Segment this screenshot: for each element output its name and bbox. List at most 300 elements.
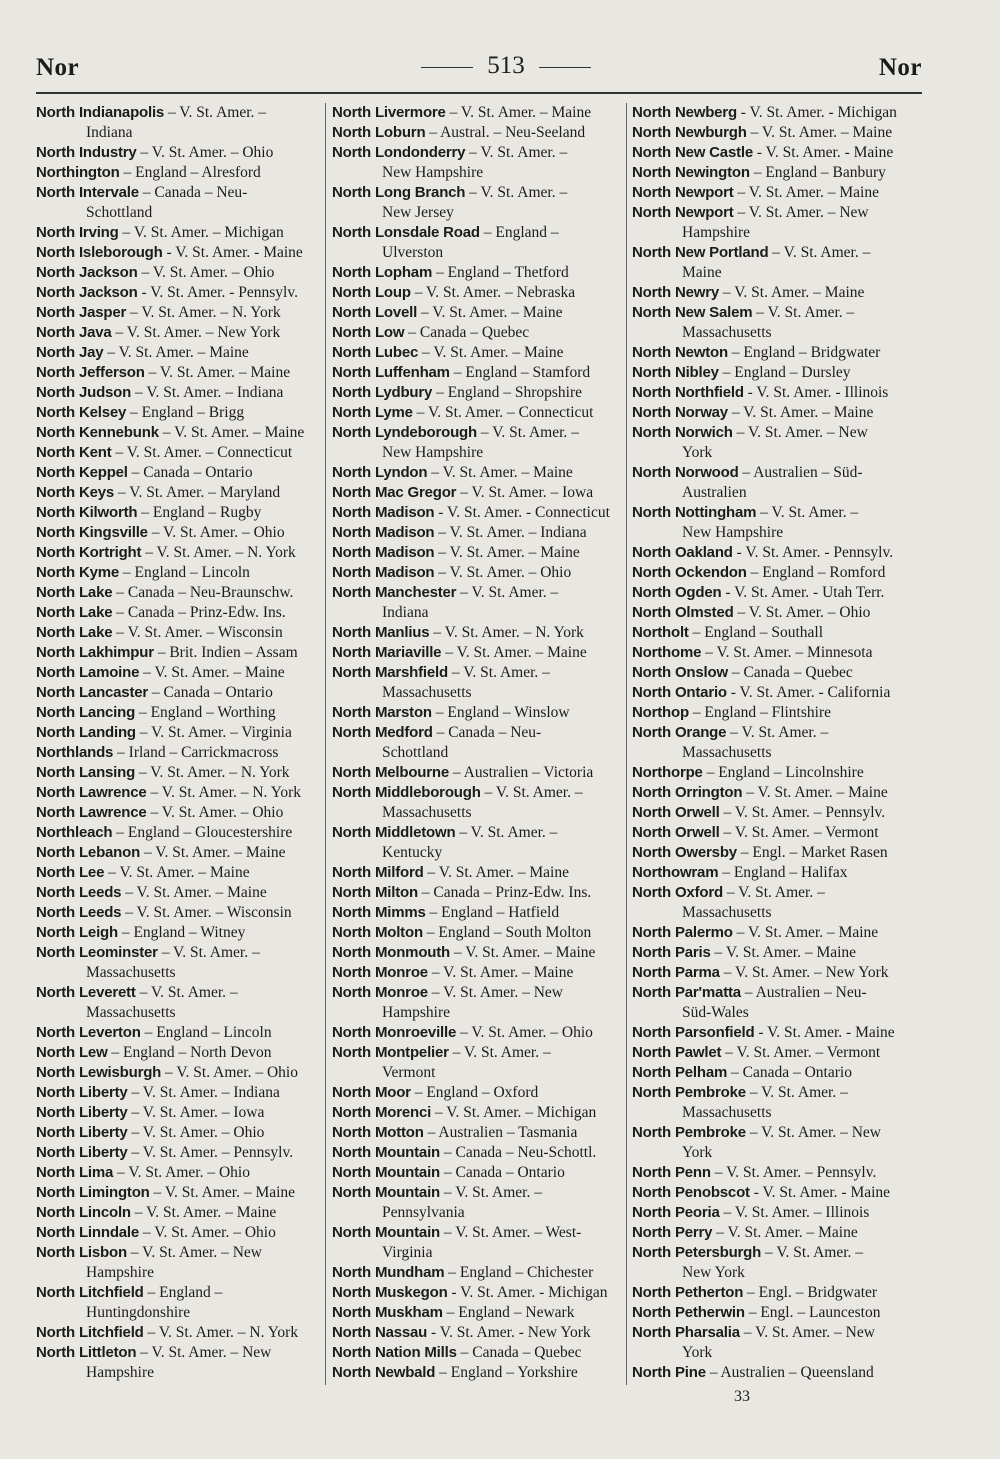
place-name: North Monroeville [332, 1024, 457, 1041]
place-location: – V. St. Amer. – Ohio [113, 1164, 250, 1181]
page-number: 513 [487, 52, 525, 79]
list-item [632, 163, 922, 183]
list-item [36, 363, 326, 383]
list-item [632, 843, 922, 863]
place-name: North Jay [36, 344, 104, 361]
list-item [332, 183, 622, 223]
place-name: North New Portland [632, 244, 769, 261]
list-item [332, 703, 622, 723]
place-location: - V. St. Amer. - Maine [753, 144, 894, 161]
place-name: North Pawlet [632, 1044, 722, 1061]
place-location: – V. St. Amer. – N. York [143, 1324, 299, 1341]
place-location: – V. St. Amer. – [465, 184, 568, 201]
place-location: – V. St. Amer. – [477, 424, 579, 441]
place-name: North Pelham [632, 1064, 728, 1081]
place-name: North Isleborough [36, 244, 163, 261]
place-location: – V. St. Amer. – Connecticut [111, 444, 293, 461]
place-location: – V. St. Amer. – Ohio [161, 1064, 298, 1081]
list-item [36, 143, 326, 163]
place-name: North Orwell [632, 804, 720, 821]
place-location: – V. St. Amer. – [440, 1184, 542, 1201]
list-item [36, 1183, 326, 1203]
place-name: North Monroe [332, 964, 428, 981]
list-item [36, 883, 326, 903]
place-name: North Newport [632, 204, 734, 221]
list-item [632, 283, 922, 303]
place-name: North Lydbury [332, 384, 433, 401]
place-location: – Irland – Carrickmacross [113, 744, 279, 761]
place-name: North Oakland [632, 544, 733, 561]
place-location-continuation: New Hampshire [382, 444, 484, 461]
place-name: North Jackson [36, 284, 138, 301]
place-location-continuation: Huntingdonshire [86, 1304, 191, 1321]
place-name: North Lake [36, 624, 113, 641]
list-item [36, 243, 326, 263]
place-name: North Mountain [332, 1144, 441, 1161]
column-2 [332, 103, 622, 1383]
list-item [632, 623, 922, 643]
place-location: – V. St. Amer. – N. York [429, 624, 584, 641]
place-location: – V. St. Amer. – [157, 944, 260, 961]
place-name: North Middletown [332, 824, 456, 841]
place-location: – V. St. Amer. – Indiana [434, 524, 587, 541]
place-location: – V. St. Amer. – Pennsylv. [127, 1144, 294, 1161]
place-location: – Canada – Ontario [127, 464, 253, 481]
place-name: North Nottingham [632, 504, 757, 521]
place-location: – V. St. Amer. – Maine [733, 184, 879, 201]
place-location: – V. St. Amer. – Maine [149, 1184, 296, 1201]
list-item [36, 483, 326, 503]
place-name: North Norwood [632, 464, 739, 481]
list-item [36, 843, 326, 863]
place-location: – V. St. Amer. – N. York [141, 544, 296, 561]
place-name: North Kilworth [36, 504, 138, 521]
place-location: – Australien – Süd- [738, 464, 863, 481]
place-location: – V. St. Amer. – Maine [450, 944, 596, 961]
place-location: – England – Romford [746, 564, 886, 581]
place-name: North Londonderry [332, 144, 466, 161]
list-item [632, 543, 922, 563]
place-location: – V. St. Amer. – Iowa [456, 484, 594, 501]
list-item [632, 203, 922, 243]
place-location-continuation: Australien [682, 484, 747, 501]
place-name: North Loburn [332, 124, 426, 141]
list-item [36, 743, 326, 763]
place-location: – England – Shropshire [432, 384, 583, 401]
list-item [332, 963, 622, 983]
place-location: - V. St. Amer. - Utah Terr. [721, 584, 885, 601]
place-location-continuation: New York [682, 1264, 745, 1281]
place-name: North Loup [332, 284, 411, 301]
place-location: – England – Gloucestershire [112, 824, 293, 841]
place-location-continuation: Pennsylvania [382, 1204, 465, 1221]
list-item [36, 803, 326, 823]
place-location-continuation: Massachusetts [382, 804, 472, 821]
place-location: – England – Halifax [718, 864, 848, 881]
place-location: – V. St. Amer. – Maine [427, 464, 573, 481]
list-item [632, 1363, 922, 1383]
place-location: – V. St. Amer. – Maine [732, 924, 879, 941]
list-item [632, 783, 922, 803]
list-item [36, 463, 326, 483]
place-location: – V. St. Amer. – New [136, 1344, 272, 1361]
place-name: North Litchfield [36, 1284, 144, 1301]
place-name: North Mimms [332, 904, 426, 921]
list-item [36, 1243, 326, 1283]
place-name: North Molton [332, 924, 423, 941]
place-location: – England – Yorkshire [435, 1364, 578, 1381]
place-name: North Petherwin [632, 1304, 745, 1321]
place-location: – England – Rugby [137, 504, 262, 521]
place-location: – Canada – Ontario [440, 1164, 565, 1181]
place-location: – V. St. Amer. – Maine [417, 304, 563, 321]
place-location-continuation: New Hampshire [682, 524, 784, 541]
place-location-continuation: York [682, 1144, 713, 1161]
list-item [632, 503, 922, 543]
list-item [332, 623, 622, 643]
list-item [332, 1083, 622, 1103]
place-location: – England – Witney [117, 924, 246, 941]
place-location-continuation: Schottland [86, 204, 153, 221]
list-item [36, 923, 326, 943]
signature-mark: 33 [734, 1388, 750, 1405]
place-name: North Lyndeborough [332, 424, 477, 441]
list-item [632, 1223, 922, 1243]
place-location-continuation: Massachusetts [682, 1104, 772, 1121]
list-item [632, 983, 922, 1023]
list-item [632, 1043, 922, 1063]
place-name: North Parsonfield [632, 1024, 755, 1041]
place-name: North Leominster [36, 944, 158, 961]
place-name: North Manchester [332, 584, 457, 601]
list-item [632, 643, 922, 663]
list-item [632, 463, 922, 503]
place-location: – V. St. Amer. – Virginia [135, 724, 292, 741]
place-location: – V. St. Amer. – [135, 984, 238, 1001]
place-location: – V. St. Amer. – [768, 244, 871, 261]
place-location: – V. St. Amer. – New [739, 1324, 875, 1341]
list-item [332, 343, 622, 363]
place-name: North Livermore [332, 104, 446, 121]
place-location: – England – Banbury [749, 164, 886, 181]
place-location: – V. St. Amer. – Wisconsin [112, 624, 283, 641]
place-location: - V. St. Amer. - Connecticut [434, 504, 610, 521]
list-item [36, 943, 326, 983]
place-name: North Irving [36, 224, 119, 241]
place-name: North Newton [632, 344, 728, 361]
place-name: North Pembroke [632, 1084, 746, 1101]
place-location: – V. St. Amer. – Pennsylv. [710, 1164, 877, 1181]
place-name: North Lima [36, 1164, 114, 1181]
list-item [632, 123, 922, 143]
place-name: North Newry [632, 284, 719, 301]
place-name: North Palermo [632, 924, 733, 941]
place-location: – England – Chichester [444, 1264, 594, 1281]
list-item [332, 143, 622, 183]
place-location-continuation: Massachusetts [86, 1004, 176, 1021]
list-item [632, 103, 922, 123]
list-item [36, 223, 326, 243]
list-item [332, 823, 622, 863]
list-item [36, 1343, 326, 1383]
place-location: – Canada – Neu- [138, 184, 248, 201]
list-item [332, 323, 622, 343]
place-name: North Lyndon [332, 464, 428, 481]
place-location: – Engl. – Market Rasen [736, 844, 888, 861]
list-item [36, 443, 326, 463]
place-location: – V. St. Amer. – Connecticut [412, 404, 594, 421]
place-location: – Canada – Neu- [432, 724, 542, 741]
place-location: – V. St. Amer. – Ohio [434, 564, 572, 581]
list-item [36, 583, 326, 603]
place-name: North Northfield [632, 384, 744, 401]
place-location: – V. St. Amer. – [726, 724, 829, 741]
place-location: – V. St. Amer. – Nebraska [410, 284, 576, 301]
place-name: North Lake [36, 584, 113, 601]
list-item [632, 883, 922, 923]
list-item [332, 503, 622, 523]
place-location-continuation: Hampshire [682, 224, 751, 241]
place-name: North Lawrence [36, 804, 147, 821]
list-item [36, 663, 326, 683]
list-item [632, 603, 922, 623]
place-location: – V. St. Amer. – [455, 824, 558, 841]
place-location: – Australien – Victoria [449, 764, 594, 781]
place-name: North Liberty [36, 1124, 128, 1141]
place-location: – V. St. Amer. – Pennsylv. [719, 804, 886, 821]
list-item [36, 1083, 326, 1103]
place-name: North Manlius [332, 624, 430, 641]
place-location-continuation: Massachusetts [382, 684, 472, 701]
list-item [632, 143, 922, 163]
place-name: North Newington [632, 164, 750, 181]
place-name: North Melbourne [332, 764, 449, 781]
place-location: – England – Bridgwater [727, 344, 881, 361]
list-item [36, 643, 326, 663]
list-item [632, 863, 922, 883]
list-item [632, 823, 922, 843]
place-name: North Monroe [332, 984, 428, 1001]
list-item [332, 223, 622, 263]
place-name: North Mac Gregor [332, 484, 457, 501]
place-location: – V. St. Amer. – New [427, 984, 563, 1001]
place-location: – V. St. Amer. – [722, 884, 825, 901]
list-item [332, 1043, 622, 1083]
place-name: North Newberg [632, 104, 737, 121]
place-name: North Parma [632, 964, 720, 981]
place-location: – V. St. Amer. – Ohio [146, 804, 284, 821]
list-item [36, 863, 326, 883]
list-item [36, 623, 326, 643]
list-item [332, 483, 622, 503]
place-name: North Oxford [632, 884, 723, 901]
list-item [632, 583, 922, 603]
place-name: North Lincoln [36, 1204, 131, 1221]
place-name: North Madison [332, 544, 435, 561]
list-item [632, 663, 922, 683]
place-location: – V. St. Amer. – Ohio [127, 1124, 265, 1141]
place-location: – V. St. Amer. – Ohio [733, 604, 871, 621]
column-3 [632, 103, 922, 1383]
list-item [332, 1323, 622, 1343]
place-location: – England – Alresford [119, 164, 261, 181]
place-name: North New Salem [632, 304, 753, 321]
place-name: North Ockendon [632, 564, 747, 581]
place-location-continuation: Massachusetts [682, 904, 772, 921]
place-name: North Liberty [36, 1144, 128, 1161]
place-location: – Canada – Quebec [456, 1344, 582, 1361]
place-location: – Canada – Ontario [727, 1064, 852, 1081]
place-location-continuation: Indiana [86, 124, 133, 141]
place-name: North Lakhimpur [36, 644, 154, 661]
place-name: North Nassau [332, 1324, 428, 1341]
column-divider-1 [325, 103, 326, 1385]
place-location: – England – South Molton [422, 924, 592, 941]
place-name: North Lee [36, 864, 105, 881]
place-name: North Penobscot [632, 1184, 750, 1201]
place-location-continuation: Kentucky [382, 844, 443, 861]
place-name: Northowram [632, 864, 719, 881]
place-location-continuation: Indiana [382, 604, 429, 621]
place-location: – V. St. Amer. – Maine [158, 424, 305, 441]
place-name: Northorpe [632, 764, 703, 781]
place-name: North Madison [332, 564, 435, 581]
list-item [36, 683, 326, 703]
list-item [36, 303, 326, 323]
list-item [332, 423, 622, 463]
place-name: North Par'matta [632, 984, 741, 1001]
place-location: – V. St. Amer. – Maine [742, 784, 888, 801]
place-location-continuation: York [682, 444, 713, 461]
page-header [36, 52, 922, 88]
place-location: – V. St. Amer. – Wisconsin [121, 904, 292, 921]
place-name: North Jefferson [36, 364, 145, 381]
place-location: – Engl. – Launceston [744, 1304, 881, 1321]
list-item [36, 423, 326, 443]
place-location: – Australien – Neu- [740, 984, 867, 1001]
place-location: – V. St. Amer. – Ohio [137, 264, 275, 281]
list-item [632, 683, 922, 703]
place-location: - V. St. Amer. - Maine [754, 1024, 895, 1041]
place-location: – England – Dursley [718, 364, 851, 381]
place-location: – Canada – Prinz-Edw. Ins. [417, 884, 592, 901]
place-location: – V. St. Amer. – New [732, 424, 868, 441]
place-name: North Olmsted [632, 604, 734, 621]
place-name: North Marshfield [332, 664, 448, 681]
list-item [632, 1203, 922, 1223]
place-location: – England – Worthing [135, 704, 276, 721]
place-name: North Onslow [632, 664, 728, 681]
place-location: - V. St. Amer. - Michigan [736, 104, 897, 121]
list-item [632, 1023, 922, 1043]
place-location: – V. St. Amer. – Maine [139, 664, 285, 681]
list-item [36, 523, 326, 543]
place-name: North Mountain [332, 1184, 441, 1201]
place-name: North Ontario [632, 684, 727, 701]
place-location: – V. St. Amer. – Maine [103, 344, 249, 361]
place-location: - V. St. Amer. - Pennsylv. [137, 284, 298, 301]
place-location-continuation: Virginia [382, 1244, 433, 1261]
place-name: North Lonsdale Road [332, 224, 480, 241]
column-divider-2 [626, 103, 627, 1385]
place-name: North Intervale [36, 184, 139, 201]
place-location: – England – North Devon [107, 1044, 272, 1061]
place-name: North Madison [332, 504, 435, 521]
place-name: North Lopham [332, 264, 433, 281]
list-item [332, 863, 622, 883]
place-name: North Lewisburgh [36, 1064, 162, 1081]
place-name: North Leeds [36, 904, 122, 921]
list-item [632, 383, 922, 403]
place-location: – Canada – Neu-Schottl. [440, 1144, 597, 1161]
list-item [632, 243, 922, 283]
list-item [36, 1323, 326, 1343]
place-location: – V. St. Amer. – [465, 144, 568, 161]
list-item [332, 1223, 622, 1263]
place-name: North Kingsville [36, 524, 148, 541]
place-name: North Low [332, 324, 405, 341]
place-name: North Keys [36, 484, 115, 501]
place-location: - V. St. Amer. - Pennsylv. [732, 544, 894, 561]
list-item [332, 1123, 622, 1143]
place-name: North Leverett [36, 984, 136, 1001]
place-location: – Canada – Quebec [404, 324, 530, 341]
list-item [332, 1343, 622, 1363]
place-location: – England – Brigg [126, 404, 245, 421]
place-location: – V. St. Amer. – Maine [434, 544, 580, 561]
list-item [632, 1083, 922, 1123]
place-name: North Leeds [36, 884, 122, 901]
place-location: – Australien – Tasmania [423, 1124, 578, 1141]
list-item [332, 643, 622, 663]
place-name: North Kyme [36, 564, 120, 581]
place-name: North Petersburgh [632, 1244, 762, 1261]
place-name: North Java [36, 324, 112, 341]
place-location: – England – Hatfield [425, 904, 560, 921]
place-name: North Pharsalia [632, 1324, 740, 1341]
place-name: North Lamoine [36, 664, 140, 681]
place-location: – V. St. Amer. – [752, 304, 855, 321]
list-item [332, 123, 622, 143]
header-rule [36, 92, 922, 94]
place-name: North Lisbon [36, 1244, 127, 1261]
place-name: North Pine [632, 1364, 706, 1381]
list-item [36, 103, 326, 143]
place-location: – Canada – Ontario [148, 684, 273, 701]
place-location: – England – Newark [442, 1304, 575, 1321]
header-dash-left [421, 67, 473, 68]
list-item [632, 563, 922, 583]
list-item [332, 1183, 622, 1223]
place-location: – V. St. Amer. – Maine [104, 864, 250, 881]
place-name: North Indianapolis [36, 104, 165, 121]
list-item [36, 1103, 326, 1123]
place-name: Northolt [632, 624, 689, 641]
list-item [36, 903, 326, 923]
list-item [332, 1143, 622, 1163]
place-location: – V. St. Amer. – Ohio [456, 1024, 593, 1041]
list-item [632, 343, 922, 363]
place-location: – V. St. Amer. – [447, 664, 550, 681]
place-name: North Norwich [632, 424, 733, 441]
place-name: North Medford [332, 724, 433, 741]
place-name: North Leigh [36, 924, 118, 941]
place-location: – England – Lincolnshire [702, 764, 864, 781]
list-item [632, 1303, 922, 1323]
place-name: North Morenci [332, 1104, 432, 1121]
place-location: – England – Flintshire [688, 704, 831, 721]
list-item [632, 1063, 922, 1083]
